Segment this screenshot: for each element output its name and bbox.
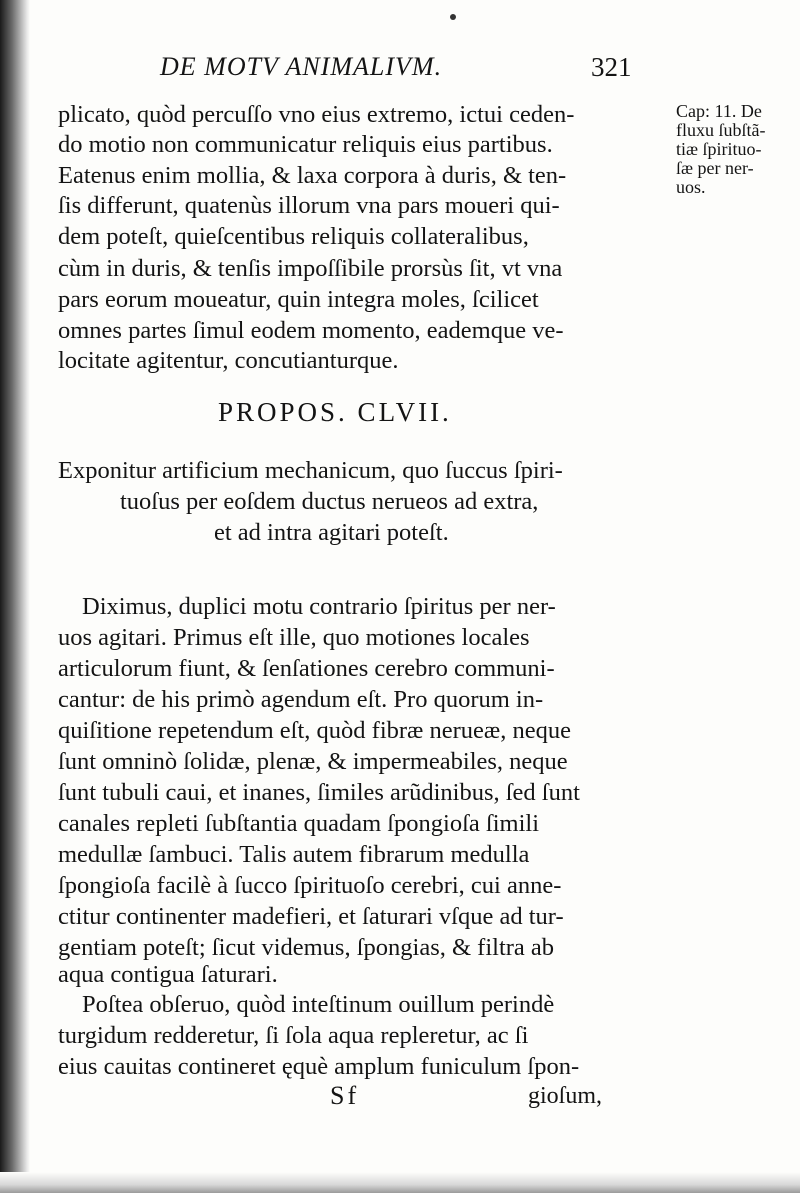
ink-dot bbox=[450, 14, 456, 20]
body-line: cantur: de his primò agendum eſt. Pro quorum in- bbox=[58, 686, 544, 713]
running-head: DE MOTV ANIMALIVM. bbox=[160, 52, 443, 81]
body-line: plicato, quòd percuſſo vno eius extremo, ictui ceden- bbox=[58, 101, 575, 128]
summary-line: Exponitur artificium mechanicum, quo ſuccus ſpiri- bbox=[58, 457, 563, 484]
summary-line: tuoſus per eoſdem ductus nerueos ad extra, bbox=[120, 488, 539, 515]
body-line: locitate agitentur, concutianturque. bbox=[58, 347, 399, 374]
body-line: ſunt tubuli caui, et inanes, ſimiles arũdinibus, ſed ſunt bbox=[58, 779, 580, 806]
body-line: ſis differunt, quatenùs illorum vna pars moueri qui- bbox=[58, 192, 560, 219]
body-line: cùm in duris, & tenſis impoſſibile prorsùs ſit, vt vna bbox=[58, 255, 563, 282]
summary-line: et ad intra agitari poteſt. bbox=[214, 519, 449, 546]
marginal-line: fluxu ſubſtã- bbox=[676, 120, 766, 140]
body-line: canales repleti ſubſtantia quadam ſpongioſa ſimili bbox=[58, 810, 540, 837]
marginal-line: uos. bbox=[676, 177, 706, 197]
body-line: Eatenus enim mollia, & laxa corpora à duris, & ten- bbox=[58, 162, 567, 189]
body-line: eius cauitas contineret ęquè amplum funiculum ſpon- bbox=[58, 1053, 580, 1080]
marginal-line: tiæ ſpirituo- bbox=[676, 139, 762, 159]
binding-shadow bbox=[0, 0, 30, 1193]
body-line: pars eorum moueatur, quin integra moles, ſcilicet bbox=[58, 286, 539, 313]
proposition-heading: PROPOS. CLVII. bbox=[218, 397, 452, 427]
body-line: medullæ ſambuci. Talis autem fibrarum medulla bbox=[58, 841, 530, 868]
body-line: ſunt omninò ſolidæ, plenæ, & impermeabiles, neque bbox=[58, 748, 568, 775]
body-line: uos agitari. Primus eſt ille, quo motiones locales bbox=[58, 624, 530, 651]
body-line: ctitur continenter madefieri, et ſaturari vſque ad tur- bbox=[58, 903, 564, 930]
marginal-line: ſæ per ner- bbox=[676, 158, 754, 178]
body-line: gentiam poteſt; ſicut videmus, ſpongias, & filtra ab bbox=[58, 934, 555, 961]
body-line: articulorum fiunt, & ſenſationes cerebro communi- bbox=[58, 655, 555, 682]
body-line: dem poteſt, quieſcentibus reliquis collateralibus, bbox=[58, 223, 529, 250]
marginal-note bbox=[676, 102, 765, 197]
body-line: omnes partes ſimul eodem momento, eademque ve- bbox=[58, 317, 564, 344]
marginal-line: Cap: 11. De bbox=[676, 101, 762, 121]
body-line: ſpongioſa facilè à ſucco ſpirituoſo cerebri, cui anne- bbox=[58, 872, 562, 899]
bottom-edge-shadow bbox=[0, 1172, 800, 1193]
body-line: Poſtea obſeruo, quòd inteſtinum ouillum perindè bbox=[82, 991, 555, 1018]
signature-mark: Sf bbox=[330, 1081, 360, 1110]
catchword: gioſum, bbox=[528, 1083, 603, 1109]
body-line: Diximus, duplici motu contrario ſpiritus per ner- bbox=[82, 593, 556, 620]
page-number: 321 bbox=[591, 52, 632, 82]
body-line: aqua contigua ſaturari. bbox=[58, 961, 278, 988]
body-line: turgidum redderetur, ſi ſola aqua repleretur, ac ſi bbox=[58, 1022, 529, 1049]
body-line: quiſitione repetendum eſt, quòd fibræ nerueæ, neque bbox=[58, 717, 572, 744]
body-line: do motio non communicatur reliquis eius partibus. bbox=[58, 131, 553, 158]
